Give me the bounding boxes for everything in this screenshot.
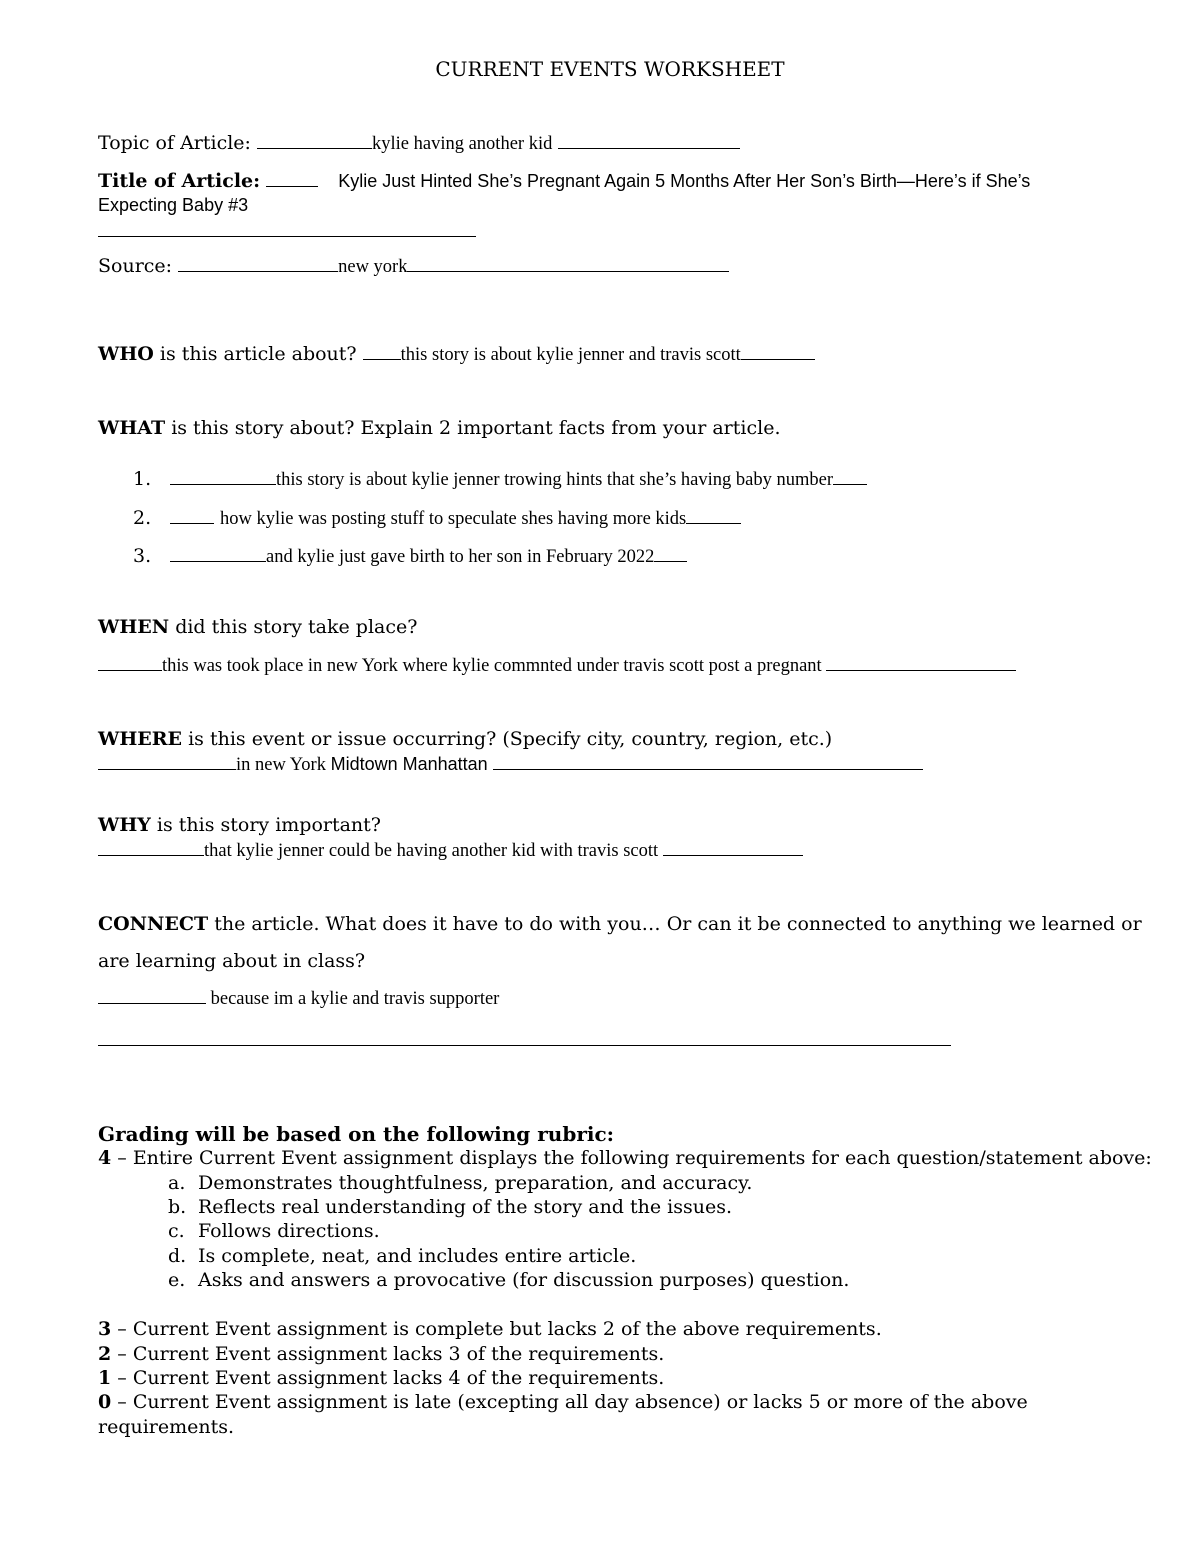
blank-line	[178, 255, 338, 272]
score-number: 0	[98, 1391, 112, 1413]
who-answer[interactable]: this story is about kylie jenner and travis scott	[400, 345, 741, 365]
blank-line	[407, 255, 729, 272]
score-text: – Current Event assignment lacks 4 of the requirements.	[111, 1367, 665, 1389]
blank-line	[170, 468, 276, 485]
what-answer-3[interactable]: and kylie just gave birth to her son in February 2022	[266, 547, 655, 567]
connect-question: the article. What does it have to do with you… Or can it be connected to anything we learned or	[214, 913, 1142, 935]
what-row	[98, 416, 780, 440]
score-text: – Current Event assignment is complete but lacks 2 of the above requirements.	[111, 1318, 882, 1340]
requirement-text: Demonstrates thoughtfulness, preparation, and accuracy.	[198, 1172, 753, 1194]
rubric-heading: Grading will be based on the following rubric:	[98, 1122, 615, 1146]
connect-answer-row	[98, 986, 499, 1011]
blank-line	[98, 654, 162, 671]
connect-question-cont: are learning about in class?	[98, 950, 366, 972]
item-number: 3.	[133, 545, 152, 567]
rubric-requirement	[168, 1195, 732, 1219]
blank-line	[826, 654, 1016, 671]
rubric-requirement	[168, 1219, 380, 1243]
blank-line	[266, 170, 318, 187]
requirement-letter: a.	[168, 1172, 186, 1194]
article-title-answer-cont[interactable]: Expecting Baby #3	[98, 195, 249, 215]
score-text: – Current Event assignment is late (excepting all day absence) or lacks 5 or more of the above	[111, 1391, 1028, 1413]
item-number: 1.	[133, 468, 152, 490]
requirement-text: Reflects real understanding of the story and the issues.	[198, 1196, 733, 1218]
connect-row	[98, 912, 1142, 936]
who-keyword: WHO	[98, 343, 154, 365]
who-question: is this article about?	[159, 343, 357, 365]
source-label: Source:	[98, 255, 173, 277]
why-question: is this story important?	[156, 814, 381, 836]
rubric-score-4	[98, 1146, 1152, 1170]
blank-line	[741, 343, 815, 360]
requirement-text: Asks and answers a provocative (for discussion purposes) question.	[198, 1269, 850, 1291]
why-answer-row	[98, 838, 803, 863]
what-item	[98, 467, 867, 492]
where-row	[98, 727, 832, 751]
rubric-score-0-cont: requirements.	[98, 1416, 235, 1438]
rubric-requirement	[168, 1171, 752, 1195]
where-answer-city[interactable]: in new York	[236, 755, 331, 775]
blank-line	[558, 132, 740, 149]
what-answer-1[interactable]: this story is about kylie jenner trowing hints that she’s having baby number	[276, 470, 833, 490]
what-keyword: WHAT	[98, 417, 166, 439]
what-item	[98, 506, 741, 531]
rubric-score-0	[98, 1390, 1028, 1414]
blank-line	[98, 1045, 951, 1046]
article-title-row	[98, 169, 1030, 193]
score-text: – Current Event assignment lacks 3 of the requirements.	[111, 1343, 665, 1365]
rubric-score-1	[98, 1366, 664, 1390]
where-answer-area[interactable]: Midtown Manhattan	[330, 754, 493, 774]
where-keyword: WHERE	[98, 728, 183, 750]
blank-line	[257, 132, 372, 149]
what-answer-2[interactable]: how kylie was posting stuff to speculate shes having more kids	[220, 509, 687, 529]
blank-line	[663, 839, 803, 856]
requirement-letter: b.	[168, 1196, 187, 1218]
where-question: is this event or issue occurring? (Specify city, country, region, etc.)	[188, 728, 833, 750]
connect-keyword: CONNECT	[98, 913, 209, 935]
item-number: 2.	[133, 507, 152, 529]
requirement-letter: e.	[168, 1269, 186, 1291]
score-number: 4	[98, 1147, 112, 1169]
blank-line	[98, 236, 476, 237]
blank-line	[654, 545, 687, 562]
when-answer-row	[98, 653, 1016, 678]
when-row	[98, 615, 417, 639]
score-number: 1	[98, 1367, 112, 1389]
why-answer[interactable]: that kylie jenner could be having another kid with travis scott	[204, 841, 663, 861]
blank-line	[170, 507, 214, 524]
article-title-label: Title of Article:	[98, 170, 261, 192]
what-question: is this story about? Explain 2 important facts from your article.	[171, 417, 781, 439]
where-answer-row	[98, 752, 923, 777]
connect-answer[interactable]: because im a kylie and travis supporter	[206, 989, 500, 1009]
score-text: – Entire Current Event assignment displays the following requirements for each question/statement above:	[111, 1147, 1152, 1169]
blank-line	[493, 753, 923, 770]
rubric-score-2	[98, 1342, 664, 1366]
blank-line	[170, 545, 266, 562]
when-answer[interactable]: this was took place in new York where kylie commnted under travis scott post a pregnant	[162, 656, 827, 676]
when-question: did this story take place?	[175, 616, 418, 638]
who-row	[98, 342, 815, 367]
topic-answer[interactable]: kylie having another kid	[372, 134, 553, 154]
score-number: 3	[98, 1318, 112, 1340]
blank-line	[833, 468, 867, 485]
why-keyword: WHY	[98, 814, 151, 836]
when-keyword: WHEN	[98, 616, 170, 638]
article-title-answer[interactable]: Kylie Just Hinted She’s Pregnant Again 5 Months After Her Son’s Birth—Here’s if She’s	[338, 171, 1031, 191]
rubric-score-3	[98, 1317, 882, 1341]
topic-label: Topic of Article:	[98, 132, 251, 154]
source-row	[98, 254, 729, 279]
blank-line	[363, 343, 401, 360]
blank-line	[686, 507, 741, 524]
blank-line	[98, 753, 236, 770]
requirement-letter: d.	[168, 1245, 187, 1267]
requirement-text: Is complete, neat, and includes entire article.	[198, 1245, 637, 1267]
requirement-text: Follows directions.	[198, 1220, 380, 1242]
rubric-requirement	[168, 1268, 849, 1292]
topic-row	[98, 131, 740, 156]
blank-line	[98, 987, 206, 1004]
requirement-letter: c.	[168, 1220, 185, 1242]
source-answer[interactable]: new york	[338, 257, 408, 277]
rubric-requirement	[168, 1244, 636, 1268]
score-number: 2	[98, 1343, 112, 1365]
blank-line	[98, 839, 204, 856]
worksheet-title: CURRENT EVENTS WORKSHEET	[435, 57, 785, 81]
what-item	[98, 544, 687, 569]
why-row	[98, 813, 381, 837]
